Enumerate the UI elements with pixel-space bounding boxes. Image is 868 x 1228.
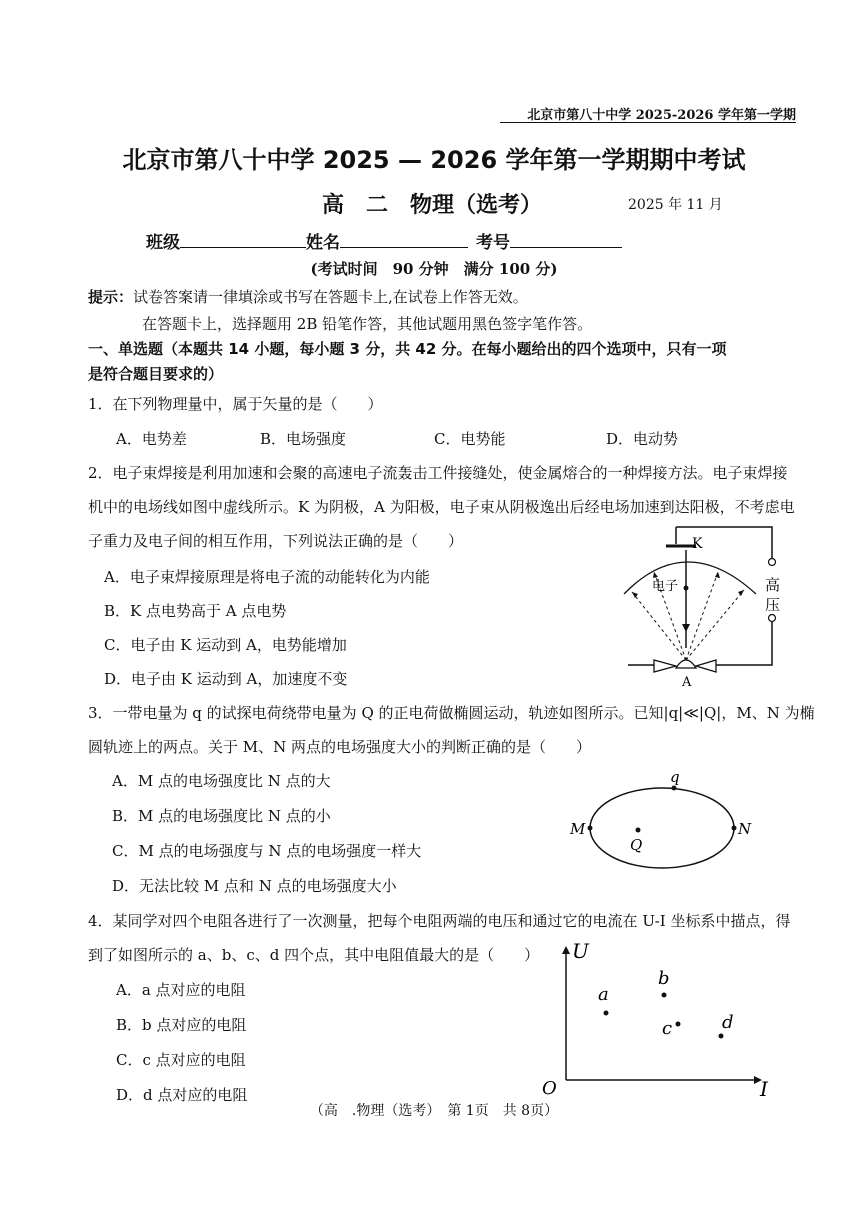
q2-option-a[interactable]: A．电子束焊接原理是将电子流的动能转化为内能	[104, 568, 430, 586]
point-b-label: b	[658, 968, 670, 989]
header-rule	[500, 122, 796, 123]
test-charge-label: q	[670, 768, 680, 786]
q4-option-c[interactable]: C．c 点对应的电阻	[116, 1051, 246, 1069]
high-voltage-label-1: 高	[765, 576, 781, 594]
question-4-stem-1: 4．某同学对四个电阻各进行了一次测量，把每个电阻两端的电压和通过它的电流在 U-I 坐标系中描点，得	[88, 912, 791, 930]
q4-option-d[interactable]: D．d 点对应的电阻	[116, 1086, 248, 1104]
q1-option-a[interactable]: A．电势差	[116, 430, 187, 448]
question-1-stem: 1．在下列物理量中，属于矢量的是（ ）	[88, 395, 383, 413]
axis-u-label: U	[572, 939, 589, 963]
origin-label: O	[542, 1078, 557, 1099]
exam-title: 北京市第八十中学 2025 — 2026 学年第一学期期中考试	[122, 146, 746, 174]
exam-time-info: (考试时间 90 分钟 满分 100 分)	[310, 260, 558, 278]
name-label: 姓名	[306, 233, 340, 253]
exam-date: 2025 年 11 月	[628, 197, 723, 213]
q3-option-c[interactable]: C．M 点的电场强度与 N 点的电场强度一样大	[112, 842, 422, 860]
question-2-stem-2: 机中的电场线如图中虚线所示。K 为阴极，A 为阳极，电子束从阴极逸出后经电场加速到达阳极，不考虑电	[88, 498, 795, 516]
q1-option-d[interactable]: D．电动势	[606, 430, 679, 448]
anode-label: A	[682, 675, 692, 690]
q4-option-a[interactable]: A．a 点对应的电阻	[116, 981, 246, 999]
question-2-stem-3: 子重力及电子间的相互作用，下列说法正确的是（ ）	[88, 532, 464, 550]
q1-option-b[interactable]: B．电场强度	[260, 430, 347, 448]
question-2-stem-1: 2．电子束焊接是利用加速和会聚的高速电子流轰击工件接缝处，使金属熔合的一种焊接方法。电子束焊接	[88, 464, 788, 482]
q2-option-b[interactable]: B．K 点电势高于 A 点电势	[104, 602, 287, 620]
q4-option-b[interactable]: B．b 点对应的电阻	[116, 1016, 247, 1034]
q1-option-c[interactable]: C．电势能	[434, 430, 506, 448]
page-footer: （高 .物理（选考） 第 1页 共 8页）	[309, 1103, 559, 1119]
q2-option-c[interactable]: C．电子由 K 运动到 A，电势能增加	[104, 636, 347, 654]
exam-subtitle: 高 二 物理（选考）	[322, 193, 543, 218]
electron-label: 电子	[652, 579, 679, 594]
electron-beam-welder-diagram	[610, 520, 790, 690]
class-blank[interactable]	[180, 231, 306, 248]
cathode-label: K	[692, 536, 703, 552]
notice-text-1: 试卷答案请一律填涂或书写在答题卡上,在试卷上作答无效。	[133, 288, 528, 306]
point-n-label: N	[738, 820, 752, 838]
section-1-heading-cont: 是符合题目要求的）	[88, 365, 224, 383]
number-label: 考号	[476, 233, 510, 253]
question-4-stem-2: 到了如图所示的 a、b、c、d 四个点，其中电阻值最大的是（ ）	[88, 946, 540, 964]
point-d-label: d	[722, 1012, 734, 1033]
number-blank[interactable]	[510, 231, 622, 248]
elliptical-orbit-diagram	[566, 768, 756, 878]
notice-label: 提示：	[88, 288, 134, 306]
notice-line-2: 在答题卡上，选择题用 2B 铅笔作答，其他试题用黑色签字笔作答。	[142, 315, 593, 333]
high-voltage-label-2: 压	[765, 596, 781, 614]
source-charge-label: Q	[630, 836, 643, 854]
section-1-heading: 一、单选题（本题共 14 小题，每小题 3 分，共 42 分。在每小题给出的四个选项中，只有一项	[88, 340, 727, 358]
notice-line-1	[88, 286, 528, 307]
running-head: 北京市第八十中学 2025-2026 学年第一学期	[527, 108, 796, 123]
point-a-label: a	[598, 984, 609, 1005]
question-3-stem-1: 3．一带电量为 q 的试探电荷绕带电量为 Q 的正电荷做椭圆运动，轨迹如图所示。已知|q|≪|Q|，M、N 为椭	[88, 704, 815, 722]
student-info-fields	[146, 228, 622, 253]
point-c-label: c	[662, 1018, 673, 1039]
q3-option-b[interactable]: B．M 点的电场强度比 N 点的小	[112, 807, 331, 825]
class-label: 班级	[146, 233, 180, 253]
u-i-scatter-plot	[536, 936, 776, 1101]
question-3-stem-2: 圆轨迹上的两点。关于 M、N 两点的电场强度大小的判断正确的是（ ）	[88, 738, 592, 756]
q3-option-d[interactable]: D．无法比较 M 点和 N 点的电场强度大小	[112, 877, 397, 895]
q3-option-a[interactable]: A．M 点的电场强度比 N 点的大	[112, 772, 331, 790]
axis-i-label: I	[760, 1077, 768, 1101]
q2-option-d[interactable]: D．电子由 K 运动到 A，加速度不变	[104, 670, 348, 688]
name-blank[interactable]	[340, 231, 468, 248]
point-m-label: M	[570, 820, 586, 838]
